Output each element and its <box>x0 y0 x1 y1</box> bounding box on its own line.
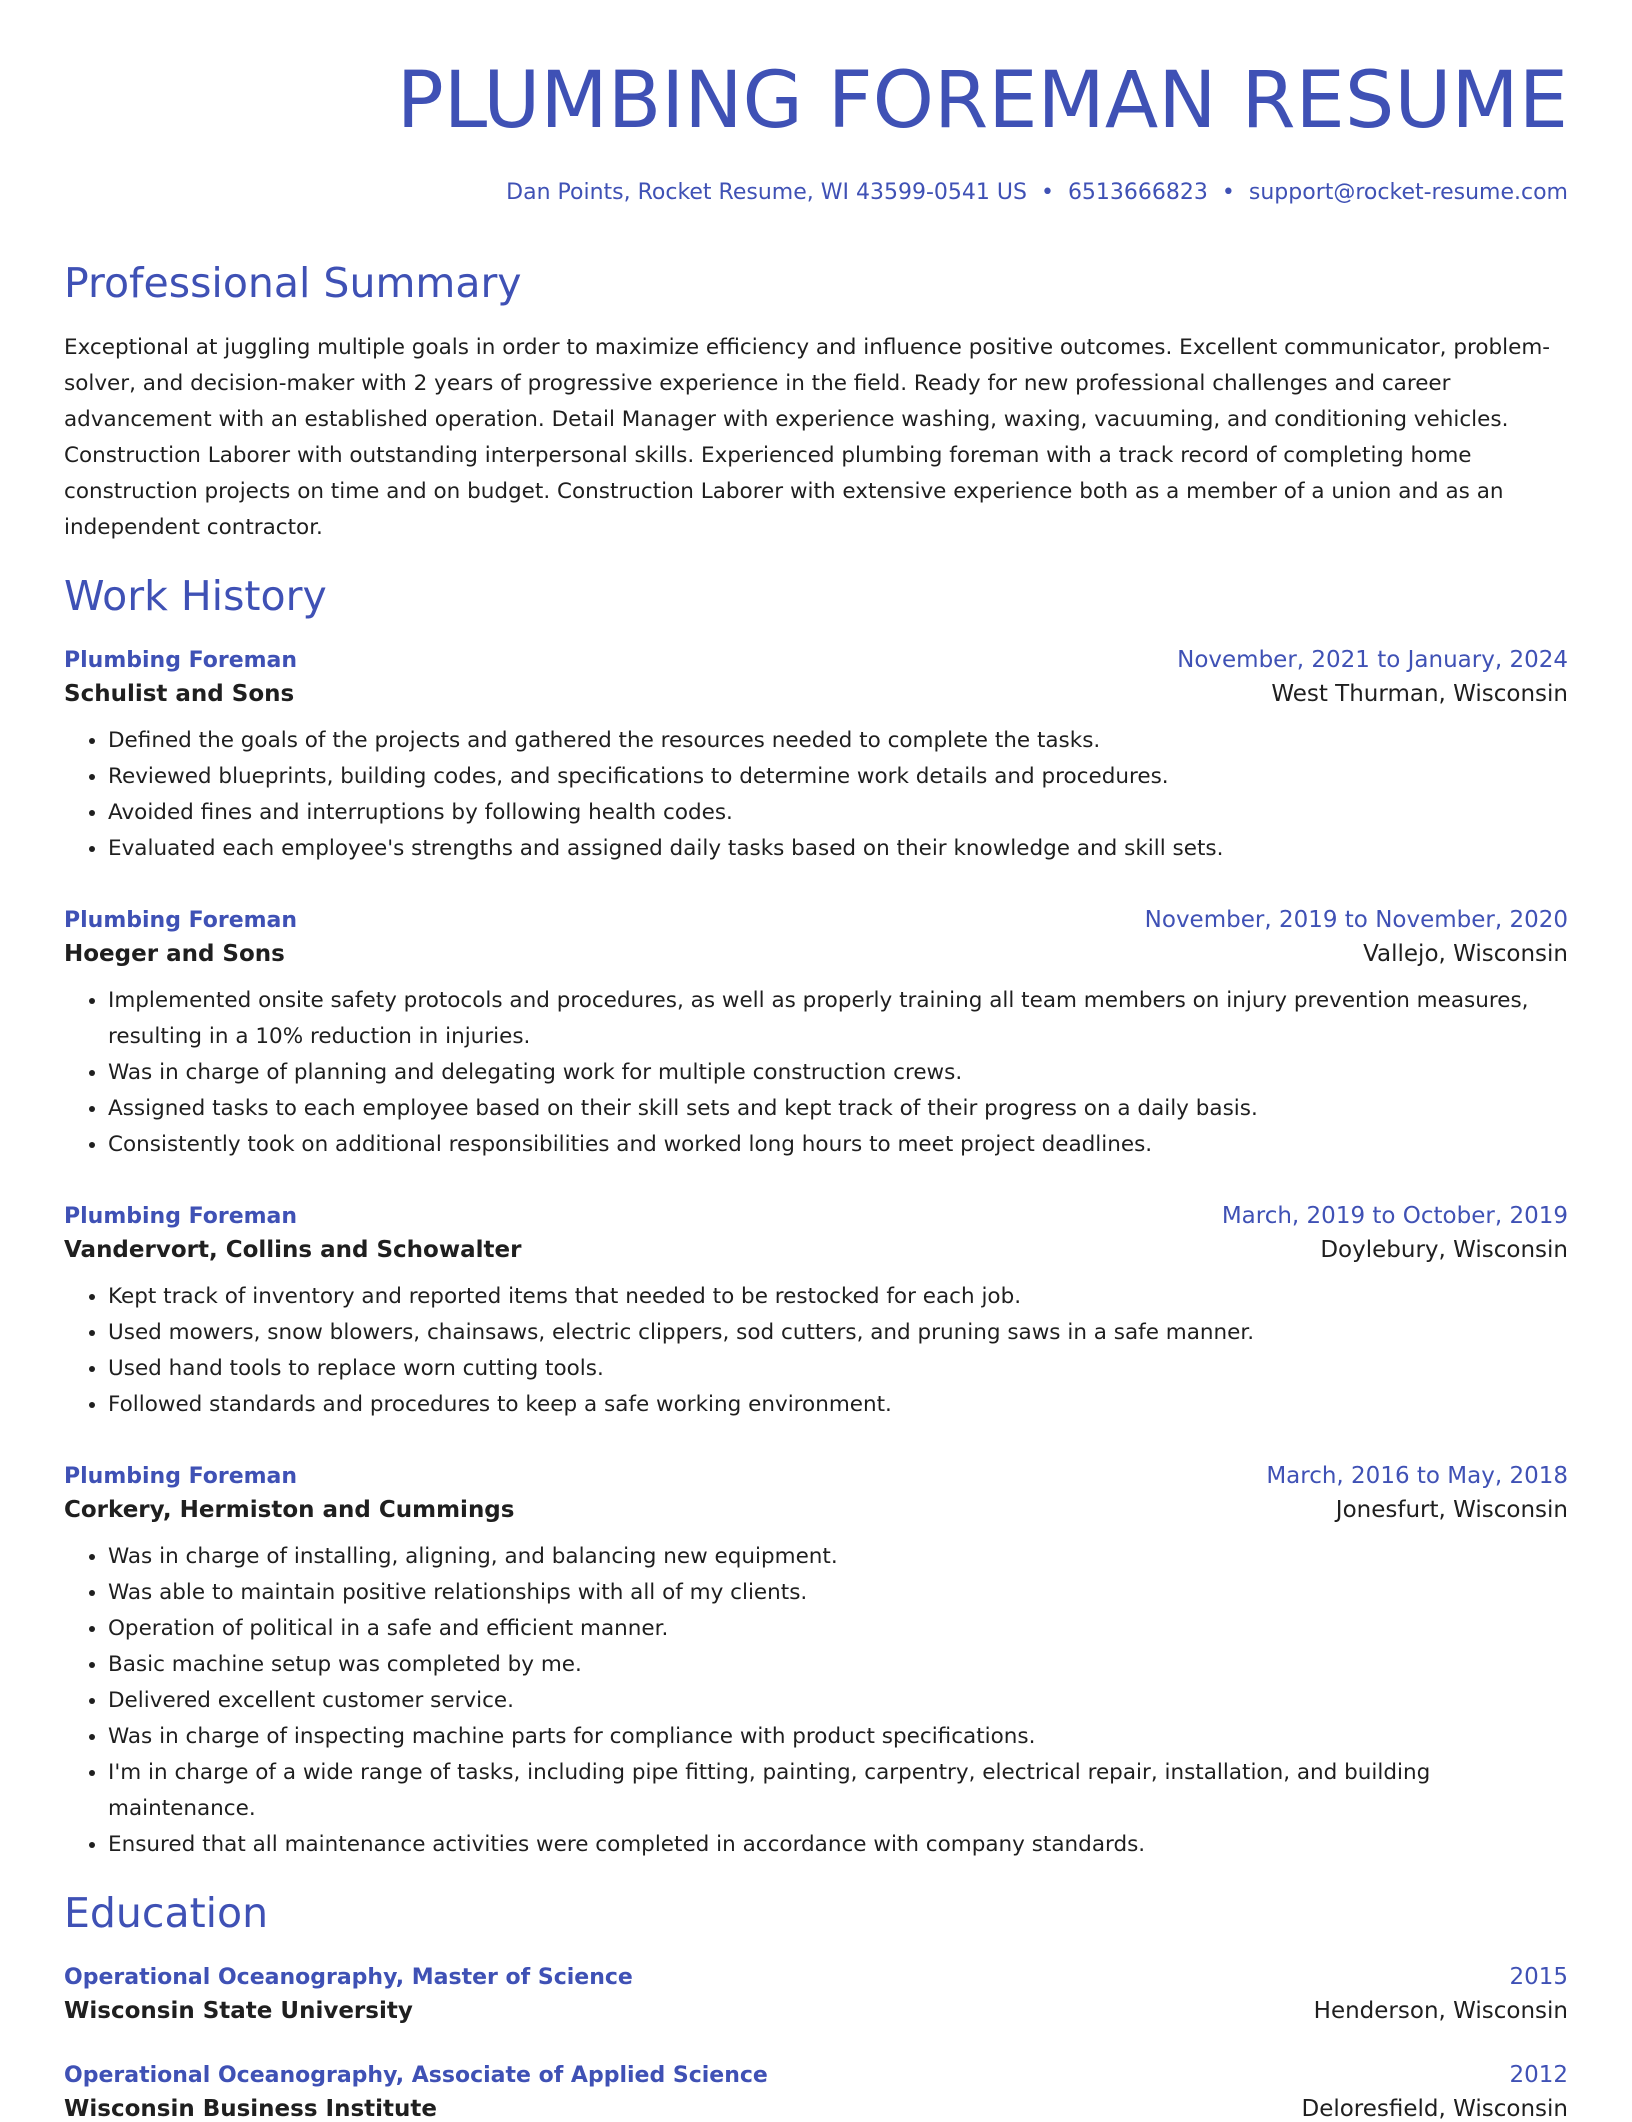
resume-page <box>64 0 1568 2122</box>
company-name: Vandervort, Collins and Schowalter <box>64 1237 522 1263</box>
job-entry <box>64 1203 1568 1423</box>
job-bullet: • Was able to maintain positive relationships with all of my clients. <box>108 1575 1568 1611</box>
contact-email: support@rocket-resume.com <box>1248 180 1568 205</box>
job-header-row <box>64 1463 1568 1489</box>
job-header-row <box>64 1203 1568 1229</box>
work-history-list <box>64 647 1568 1863</box>
job-title: Plumbing Foreman <box>64 1204 298 1229</box>
job-company-row <box>64 681 1568 707</box>
school-name: Wisconsin State University <box>64 1998 413 2024</box>
resume-title: PLUMBING FOREMAN RESUME <box>396 56 1568 146</box>
job-bullets <box>64 1279 1568 1423</box>
job-entry <box>64 907 1568 1163</box>
contact-separator: • <box>1040 180 1054 205</box>
job-bullet: • Followed standards and procedures to keep a safe working environment. <box>108 1387 1568 1423</box>
work-history-heading: Work History <box>64 572 327 620</box>
job-location: Vallejo, Wisconsin <box>1363 941 1568 967</box>
job-entry <box>64 1463 1568 1863</box>
job-entry <box>64 647 1568 867</box>
job-bullet: • Reviewed blueprints, building codes, and specifications to determine work details and procedures. <box>108 759 1568 795</box>
contact-address: Dan Points, Rocket Resume, WI 43599-0541 US <box>506 180 1027 205</box>
contact-line <box>64 180 1568 205</box>
job-bullet: • Assigned tasks to each employee based on their skill sets and kept track of their progress on a daily basis. <box>108 1091 1568 1127</box>
job-dates: March, 2019 to October, 2019 <box>1221 1203 1568 1229</box>
degree: Operational Oceanography, Master of Science <box>64 1965 633 1990</box>
job-title: Plumbing Foreman <box>64 648 298 673</box>
job-bullet: • Was in charge of inspecting machine parts for compliance with product specifications. <box>108 1719 1568 1755</box>
job-location: Doylebury, Wisconsin <box>1320 1237 1568 1263</box>
job-location: Jonesfurt, Wisconsin <box>1335 1497 1568 1523</box>
job-bullet: • Consistently took on additional responsibilities and worked long hours to meet project deadlines. <box>108 1127 1568 1163</box>
job-bullet: • Delivered excellent customer service. <box>108 1683 1568 1719</box>
education-header-row <box>64 2062 1568 2088</box>
degree: Operational Oceanography, Associate of Applied Science <box>64 2063 768 2088</box>
school-location: Henderson, Wisconsin <box>1313 1998 1568 2024</box>
school-name: Wisconsin Business Institute <box>64 2096 438 2122</box>
job-company-row <box>64 1497 1568 1523</box>
job-bullet: • Defined the goals of the projects and gathered the resources needed to complete the tasks. <box>108 723 1568 759</box>
job-title: Plumbing Foreman <box>64 1464 298 1489</box>
job-bullet: • Operation of political in a safe and efficient manner. <box>108 1611 1568 1647</box>
job-bullet: • Basic machine setup was completed by me. <box>108 1647 1568 1683</box>
summary-text: Exceptional at juggling multiple goals in order to maximize efficiency and influence positive outcomes. Excellent communicator, problem-solver, and decision-maker with 2 years of progressive experience in the field. Ready for new professional challenges and career advancement with an established operation. Detail Manager with experience washing, waxing, vacuuming, and conditioning vehicles. Construction Laborer with outstanding interpersonal skills. Experienced plumbing foreman with a track record of completing home construction projects on time and on budget. Construction Laborer with extensive experience both as a member of a union and as an independent contractor. <box>64 335 1551 540</box>
job-bullet: • Used mowers, snow blowers, chainsaws, electric clippers, sod cutters, and pruning saws in a safe manner. <box>108 1315 1568 1351</box>
company-name: Schulist and Sons <box>64 681 295 707</box>
job-bullets <box>64 723 1568 867</box>
job-bullet: • Used hand tools to replace worn cutting tools. <box>108 1351 1568 1387</box>
job-header-row <box>64 647 1568 673</box>
graduation-year: 2015 <box>1509 1964 1568 1990</box>
education-school-row <box>64 2096 1568 2122</box>
company-name: Hoeger and Sons <box>64 941 285 967</box>
job-bullet: • Kept track of inventory and reported items that needed to be restocked for each job. <box>108 1279 1568 1315</box>
education-heading: Education <box>64 1889 269 1937</box>
education-entry <box>64 1964 1568 2024</box>
job-bullet: • Ensured that all maintenance activities were completed in accordance with company standards. <box>108 1827 1568 1863</box>
job-bullets <box>64 1539 1568 1863</box>
contact-phone: 6513666823 <box>1067 180 1208 205</box>
job-dates: November, 2019 to November, 2020 <box>1144 907 1568 933</box>
job-bullet: • Avoided fines and interruptions by following health codes. <box>108 795 1568 831</box>
job-bullets <box>64 983 1568 1163</box>
job-dates: November, 2021 to January, 2024 <box>1177 647 1568 673</box>
education-list <box>64 1964 1568 2122</box>
job-bullet: • Evaluated each employee's strengths and assigned daily tasks based on their knowledge and skill sets. <box>108 831 1568 867</box>
job-bullet: • Was in charge of planning and delegating work for multiple construction crews. <box>108 1055 1568 1091</box>
job-location: West Thurman, Wisconsin <box>1271 681 1568 707</box>
job-bullet: • I'm in charge of a wide range of tasks, including pipe fitting, painting, carpentry, electrical repair, installation, and building maintenance. <box>108 1755 1568 1827</box>
job-title: Plumbing Foreman <box>64 908 298 933</box>
education-header-row <box>64 1964 1568 1990</box>
summary-heading: Professional Summary <box>64 259 522 307</box>
job-bullet: • Was in charge of installing, aligning, and balancing new equipment. <box>108 1539 1568 1575</box>
job-company-row <box>64 941 1568 967</box>
job-header-row <box>64 907 1568 933</box>
contact-separator: • <box>1221 180 1235 205</box>
school-location: Deloresfield, Wisconsin <box>1301 2096 1568 2122</box>
graduation-year: 2012 <box>1509 2062 1568 2088</box>
education-entry <box>64 2062 1568 2122</box>
job-dates: March, 2016 to May, 2018 <box>1266 1463 1568 1489</box>
job-bullet: • Implemented onsite safety protocols and procedures, as well as properly training all team members on injury prevention measures, resulting in a 10% reduction in injuries. <box>108 983 1568 1055</box>
company-name: Corkery, Hermiston and Cummings <box>64 1497 515 1523</box>
job-company-row <box>64 1237 1568 1263</box>
education-school-row <box>64 1998 1568 2024</box>
